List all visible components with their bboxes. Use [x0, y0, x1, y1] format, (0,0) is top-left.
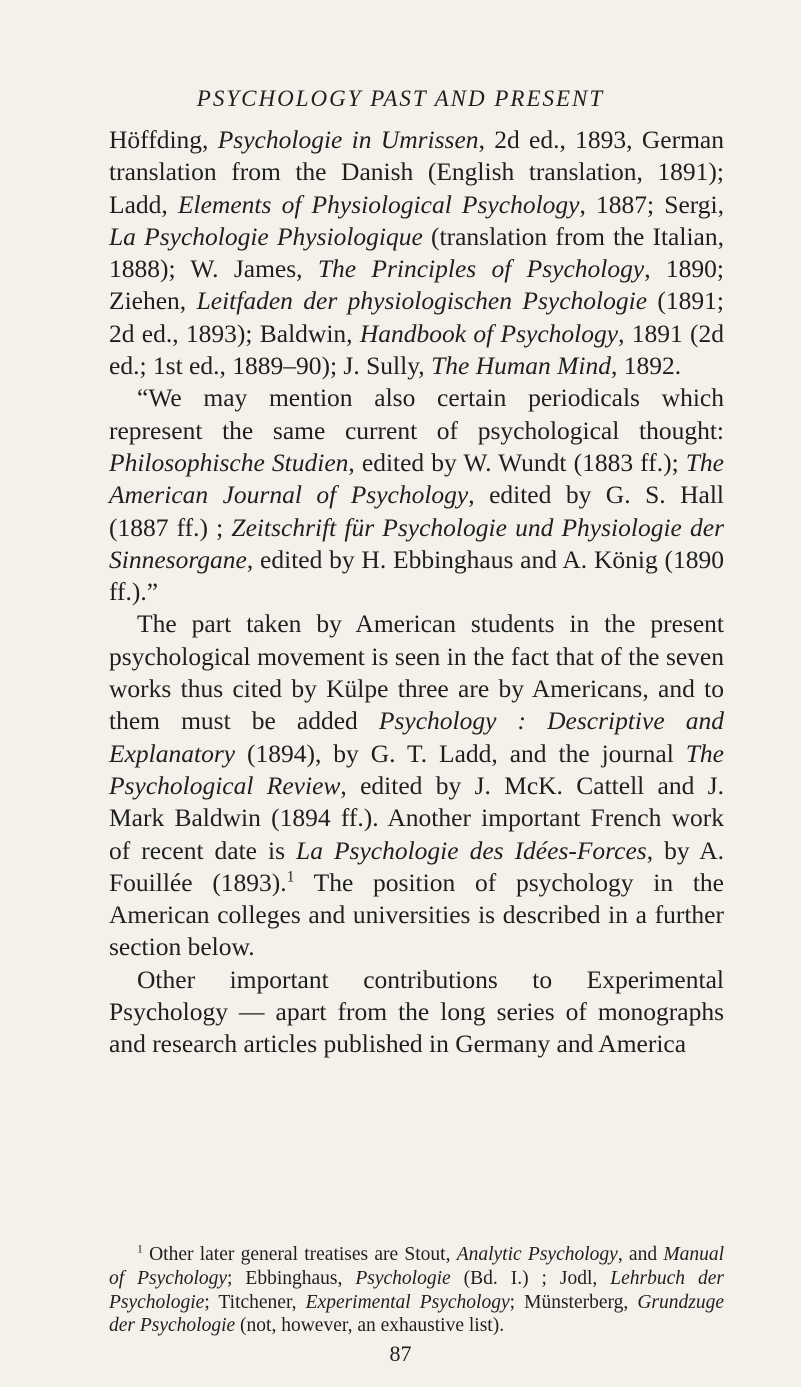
italic-title: The American Journal of Psychology [109, 447, 724, 510]
text-run: , edited by W. Wundt (1883 ff.); [348, 447, 686, 477]
text-run: (1894), by G. T. Ladd, and the journal [235, 738, 686, 768]
footnote-run: (not, however, an exhaustive list). [235, 1315, 505, 1337]
footnote-marker: 1 [286, 868, 295, 886]
footnote-run: ; Ebbinghaus, [227, 1267, 356, 1289]
italic-title: The Principles of Psychology [317, 254, 645, 284]
text-run: , edited by H. Ebbinghaus and A. König (1890 ff.).” [109, 544, 724, 607]
text-run: , 1890; Ziehen, [109, 254, 724, 316]
footnote-run: , and [617, 1244, 664, 1265]
italic-title: Elements of Physiological Psychology [177, 189, 580, 219]
footnote-marker: 1 [137, 1242, 143, 1256]
italic-title: Handbook of Psychology [359, 318, 619, 348]
italic-title: Analytic Psychology [456, 1244, 618, 1265]
italic-title: Psychologie in Umrissen [217, 125, 479, 154]
text-run: , 1887; Sergi, [579, 189, 724, 219]
footnote-run: (Bd. I.) ; Jodl, [450, 1267, 611, 1289]
italic-title: Psychologie [355, 1267, 451, 1289]
italic-title: The Psychological Review [109, 738, 724, 800]
text-run: , by A. Fouillée (1893). [109, 835, 724, 897]
italic-title: Experimental Psychology [305, 1291, 510, 1313]
body-text [109, 124, 724, 1061]
text-run: Höffding, [109, 125, 218, 154]
paragraph [109, 124, 724, 382]
text-run: , 1891 (2d ed.; 1st ed., 1889–90); J. Sully, [109, 318, 725, 381]
italic-title: La Psychologie des Idées-Forces [296, 835, 647, 865]
paragraph [109, 964, 724, 1061]
italic-title: Manual of Psychology [109, 1244, 724, 1289]
text-run: , edited by G. S. Hall (1887 ff.) ; [109, 480, 724, 542]
footnote [109, 1243, 724, 1338]
paragraph [109, 382, 724, 608]
text-run: (1891; 2d ed., 1893); Baldwin, [109, 286, 724, 348]
text-run: “We may mention also certain periodicals which represent the same current of psychological thought: [109, 383, 724, 445]
italic-title: Lehrbuch der Psychologie [109, 1267, 724, 1313]
italic-title: La Psychologie Physiologique [109, 221, 423, 251]
text-run: The part taken by American students in the present psychological movement is seen in the fact that of the seven works thus cited by Külpe three are by Americans, and to them must be added [109, 609, 724, 736]
footnote-text [109, 1243, 724, 1338]
text-run: , edited by J. McK. Cattell and J. Mark Baldwin (1894 ff.). Another important French work of recent date is [109, 770, 724, 865]
italic-title: Grundzuge der Psychologie [109, 1291, 724, 1337]
running-head: PSYCHOLOGY PAST AND PRESENT [196, 86, 605, 111]
footnote-run: Other later general treatises are Stout, [142, 1244, 457, 1265]
italic-title: Zeitschrift für Psychologie und Physiologie der Sinnesorgane [109, 512, 724, 574]
italic-title: Leitfaden der physiologischen Psychologie [196, 286, 648, 316]
text-run: The position of psychology in the American colleges and universities is described in a further section below. [109, 867, 724, 962]
italic-title: Psychology : Descriptive and Explanatory [109, 706, 724, 768]
footnote-run: ; Münsterberg, [509, 1291, 638, 1313]
page-number: 87 [389, 1341, 412, 1366]
text-run: , 1892. [610, 351, 682, 381]
text-run: , 2d ed., 1893, German translation from the Danish (English translation, 1891); Ladd, [109, 125, 724, 219]
paragraph [109, 608, 724, 963]
italic-title: Philosophische Studien [109, 447, 349, 477]
italic-title: The Human Mind [431, 351, 611, 381]
text-run: (translation from the Italian, 1888); W. James, [109, 221, 724, 284]
text-run: Other important contributions to Experimental Psychology — apart from the long series of monographs and research articles published in Germany and America [109, 964, 724, 1059]
footnote-run: ; Titchener, [204, 1291, 306, 1313]
